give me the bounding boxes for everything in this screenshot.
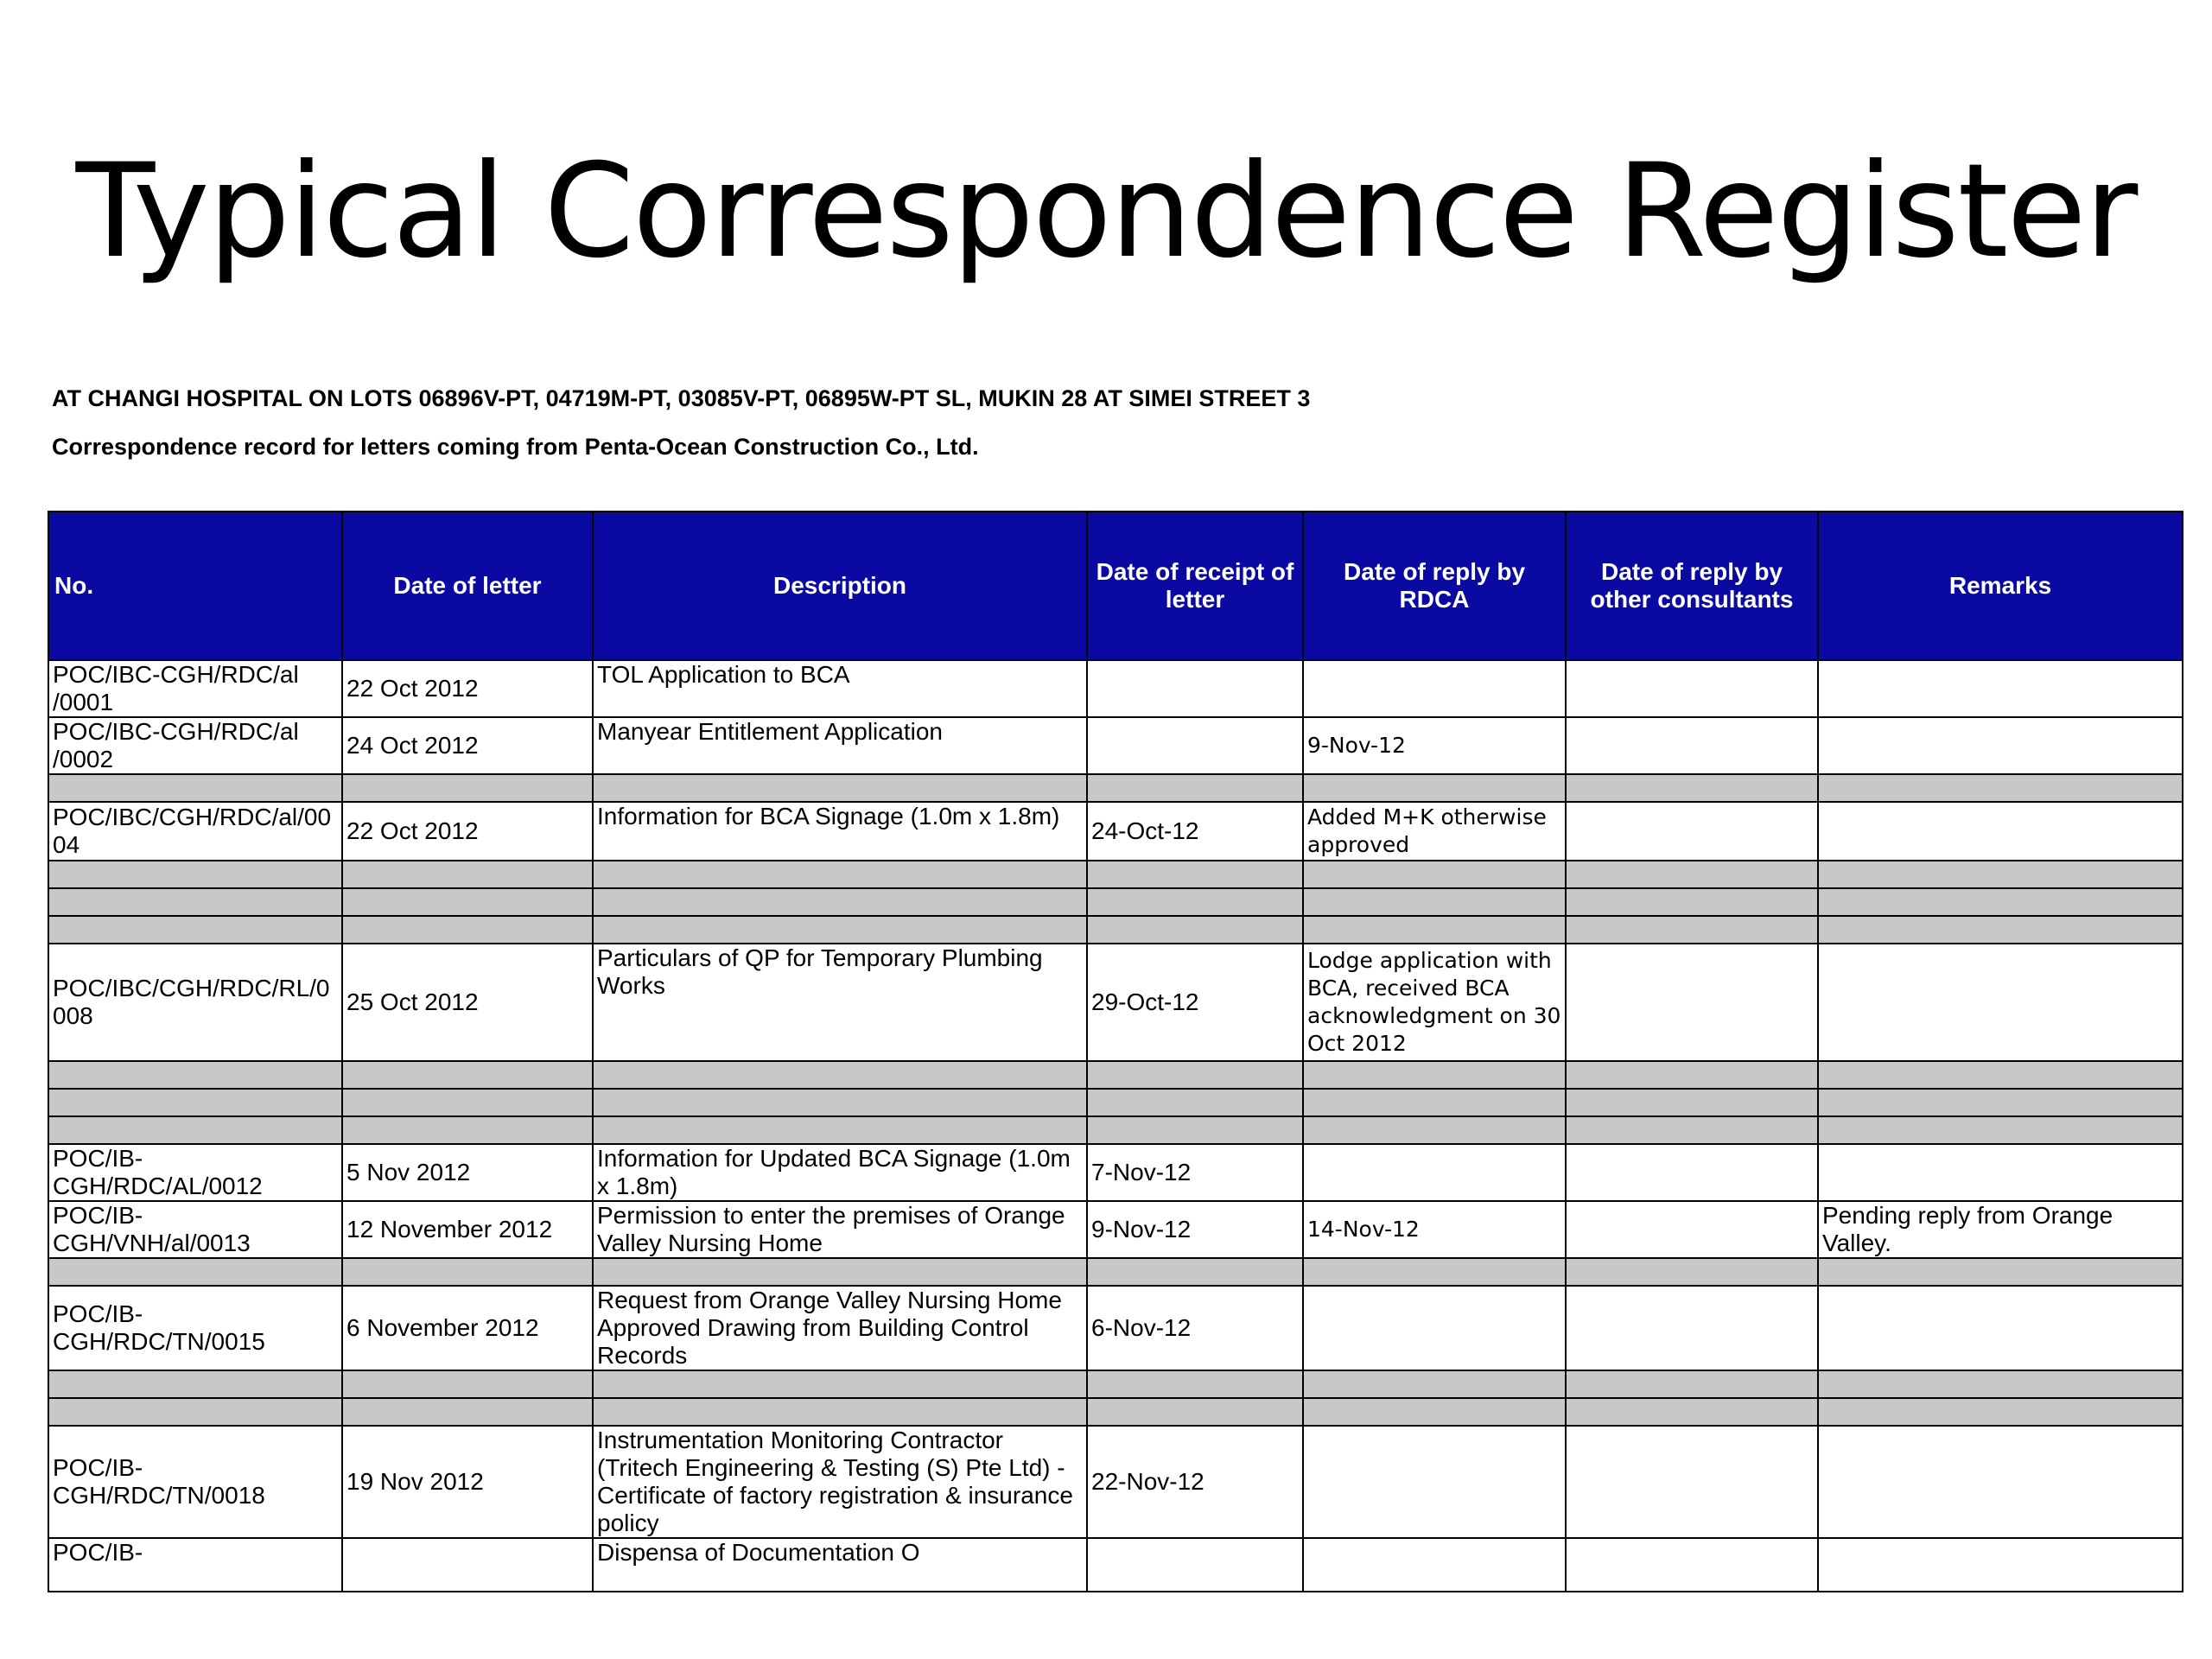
cell-date: 5 Nov 2012 — [342, 1144, 593, 1201]
cell-reply-other — [1566, 717, 1818, 774]
cell-remarks — [1818, 660, 2183, 717]
cell-receipt — [1087, 717, 1303, 774]
cell-reply-rdca: Added M+K otherwise approved — [1303, 802, 1566, 861]
cell-reply-other — [1566, 1201, 1818, 1258]
cell-date — [342, 1538, 593, 1592]
cell-no: POC/IBC/CGH/RDC/RL/0 008 — [48, 944, 342, 1061]
table-row — [48, 1538, 2183, 1592]
empty-row — [48, 774, 2183, 802]
empty-row — [48, 916, 2183, 944]
cell-receipt: 24-Oct-12 — [1087, 802, 1303, 861]
slide-title: Typical Correspondence Register — [75, 137, 2137, 287]
cell-no: POC/IB-CGH/RDC/TN/0015 — [48, 1286, 342, 1370]
correspondence-register-table — [48, 511, 2183, 1592]
cell-date: 12 November 2012 — [342, 1201, 593, 1258]
cell-date: 22 Oct 2012 — [342, 802, 593, 861]
cell-description: TOL Application to BCA — [593, 660, 1087, 717]
header-row — [48, 512, 2183, 660]
empty-row — [48, 1370, 2183, 1398]
cell-reply-other — [1566, 1538, 1818, 1592]
cell-description: Dispensa of Documentation O — [593, 1538, 1087, 1592]
empty-row — [48, 1258, 2183, 1286]
cell-receipt: 6-Nov-12 — [1087, 1286, 1303, 1370]
cell-receipt — [1087, 660, 1303, 717]
register-table-viewport — [48, 511, 2182, 1566]
cell-reply-other — [1566, 660, 1818, 717]
table-row — [48, 717, 2183, 774]
cell-no: POC/IBC/CGH/RDC/al/00 04 — [48, 802, 342, 861]
cell-reply-rdca — [1303, 1144, 1566, 1201]
empty-row — [48, 1116, 2183, 1144]
cell-reply-other — [1566, 1144, 1818, 1201]
cell-reply-rdca — [1303, 1426, 1566, 1538]
cell-remarks — [1818, 1538, 2183, 1592]
cell-receipt: 22-Nov-12 — [1087, 1426, 1303, 1538]
cell-reply-other — [1566, 944, 1818, 1061]
cell-date: 24 Oct 2012 — [342, 717, 593, 774]
cell-remarks — [1818, 1286, 2183, 1370]
cell-description: Instrumentation Monitoring Contractor (Tritech Engineering & Testing (S) Pte Ltd) - Certificate of factory registration & insurance policy — [593, 1426, 1087, 1538]
cell-receipt — [1087, 1538, 1303, 1592]
table-row — [48, 944, 2183, 1061]
header-remarks: Remarks — [1818, 512, 2183, 660]
record-line: Correspondence record for letters coming from Penta-Ocean Construction Co., Ltd. — [52, 434, 979, 460]
header-date-reply-rdca: Date of reply by RDCA — [1303, 512, 1566, 660]
empty-row — [48, 1061, 2183, 1089]
cell-description: Particulars of QP for Temporary Plumbing Works — [593, 944, 1087, 1061]
table-row — [48, 1201, 2183, 1258]
cell-remarks — [1818, 944, 2183, 1061]
table-row — [48, 1144, 2183, 1201]
empty-row — [48, 861, 2183, 888]
cell-date: 19 Nov 2012 — [342, 1426, 593, 1538]
cell-reply-rdca: Lodge application with BCA, received BCA acknowledgment on 30 Oct 2012 — [1303, 944, 1566, 1061]
table-row — [48, 1426, 2183, 1538]
cell-no: POC/IB-CGH/RDC/TN/0018 — [48, 1426, 342, 1538]
cell-receipt: 9-Nov-12 — [1087, 1201, 1303, 1258]
cell-reply-other — [1566, 1426, 1818, 1538]
cell-description: Request from Orange Valley Nursing Home Approved Drawing from Building Control Records — [593, 1286, 1087, 1370]
cell-remarks — [1818, 717, 2183, 774]
cell-reply-rdca — [1303, 1538, 1566, 1592]
cell-reply-rdca — [1303, 660, 1566, 717]
cell-remarks — [1818, 1144, 2183, 1201]
cell-no: POC/IB-CGH/RDC/AL/0012 — [48, 1144, 342, 1201]
cell-no: POC/IBC-CGH/RDC/al /0002 — [48, 717, 342, 774]
cell-date: 25 Oct 2012 — [342, 944, 593, 1061]
header-date-of-receipt: Date of receipt of letter — [1087, 512, 1303, 660]
empty-row — [48, 1398, 2183, 1426]
project-line: AT CHANGI HOSPITAL ON LOTS 06896V-PT, 04719M-PT, 03085V-PT, 06895W-PT SL, MUKIN 28 AT SIMEI STREET 3 — [52, 385, 1311, 411]
empty-row — [48, 1089, 2183, 1116]
cell-description: Manyear Entitlement Application — [593, 717, 1087, 774]
cell-receipt: 7-Nov-12 — [1087, 1144, 1303, 1201]
cell-description: Information for Updated BCA Signage (1.0m x 1.8m) — [593, 1144, 1087, 1201]
cell-remarks — [1818, 802, 2183, 861]
cell-reply-rdca: 14-Nov-12 — [1303, 1201, 1566, 1258]
cell-description: Information for BCA Signage (1.0m x 1.8m) — [593, 802, 1087, 861]
header-date-of-letter: Date of letter — [342, 512, 593, 660]
cell-no: POC/IB-CGH/VNH/al/0013 — [48, 1201, 342, 1258]
cell-reply-other — [1566, 1286, 1818, 1370]
cell-no: POC/IBC-CGH/RDC/al /0001 — [48, 660, 342, 717]
cell-reply-rdca — [1303, 1286, 1566, 1370]
empty-row — [48, 888, 2183, 916]
cell-date: 22 Oct 2012 — [342, 660, 593, 717]
table-row — [48, 1286, 2183, 1370]
cell-date: 6 November 2012 — [342, 1286, 593, 1370]
cell-reply-other — [1566, 802, 1818, 861]
table-row — [48, 660, 2183, 717]
cell-no: POC/IB- — [48, 1538, 342, 1592]
header-description: Description — [593, 512, 1087, 660]
cell-remarks — [1818, 1426, 2183, 1538]
header-date-reply-other: Date of reply by other consultants — [1566, 512, 1818, 660]
cell-receipt: 29-Oct-12 — [1087, 944, 1303, 1061]
cell-description: Permission to enter the premises of Orange Valley Nursing Home — [593, 1201, 1087, 1258]
cell-remarks: Pending reply from Orange Valley. — [1818, 1201, 2183, 1258]
cell-reply-rdca: 9-Nov-12 — [1303, 717, 1566, 774]
table-row — [48, 802, 2183, 861]
header-no: No. — [48, 512, 342, 660]
